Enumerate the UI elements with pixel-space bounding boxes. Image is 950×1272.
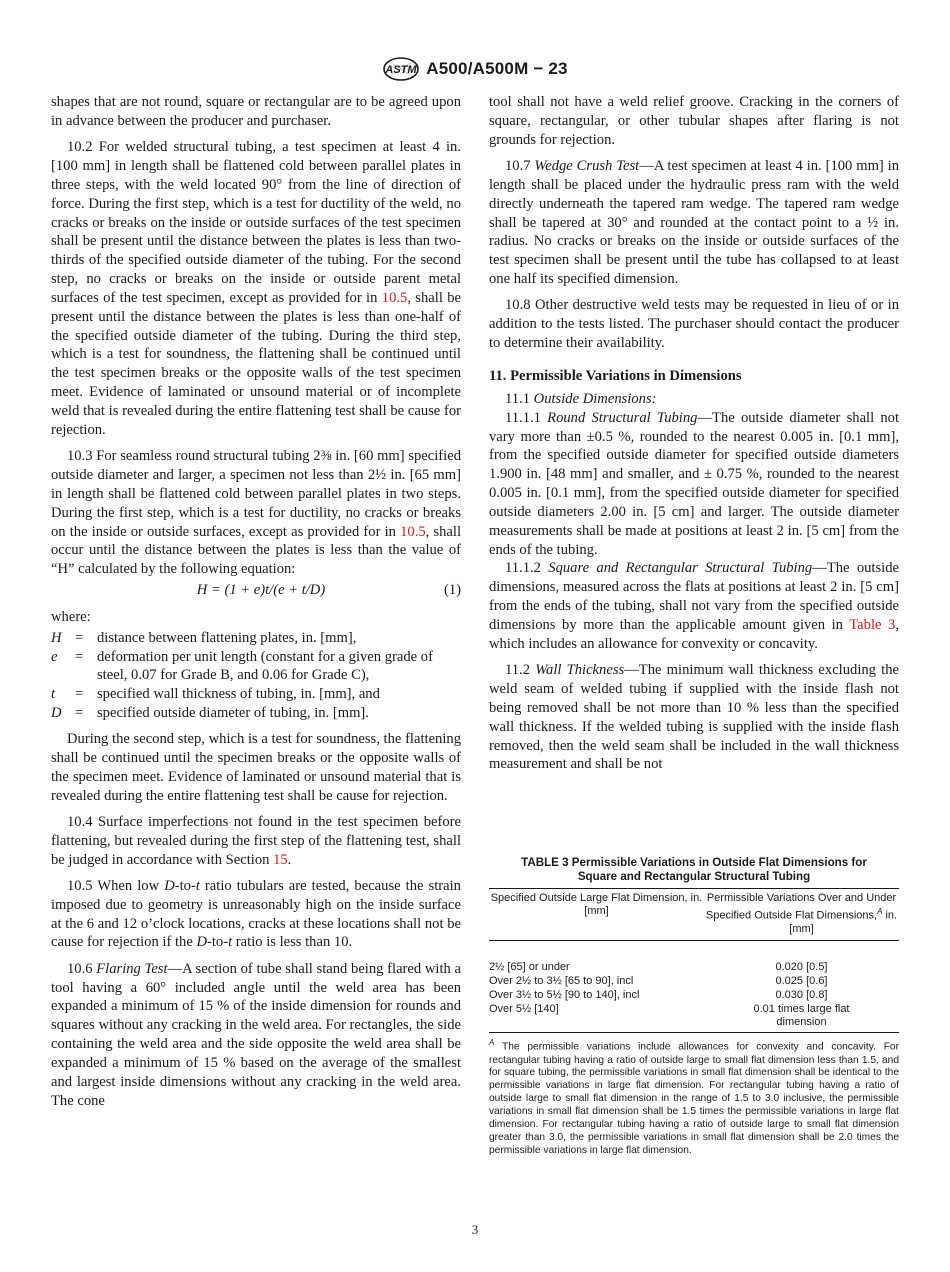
symbol-t: t (228, 934, 233, 951)
subheading-outside-dimensions: Outside Dimensions: (533, 390, 657, 407)
paragraph-continued: shapes that are not round, square or rectangular are to be agreed upon in advance between the producer and purchaser. (51, 94, 461, 129)
table-row (489, 1003, 899, 1031)
text: Permissible Variations Over and Under Specified Outside Flat Dimensions, (705, 892, 897, 922)
page-number: 3 (471, 1222, 479, 1237)
column-header-variation (704, 892, 899, 936)
where-list (51, 608, 461, 723)
text: , shall occur until the distance between the plates is less than the value of “H” calculated by the following equation: (51, 523, 461, 578)
symbol-t: t (195, 877, 200, 894)
cell-variation: 0.01 times large flat dimension (753, 1002, 850, 1029)
paragraph-11-1-2 (489, 559, 899, 653)
text: —A section of tube shall stand being flared with a tool having a 60° included angle until the weld area has been expanded a minimum of 15 % of the inside dimension for rounds and squares without any cracking in the weld area. For rectangles, the side containing the weld area and the side opposite the weld area shall be expanded a minimum of 15 % based on the average of the smallest and largest inside dimensions without any cracking in the weld area. The cone (51, 960, 462, 1109)
table-footnote (489, 1037, 899, 1158)
where-row (51, 685, 461, 704)
table-body (489, 941, 899, 1033)
document-designation: A500/A500M − 23 (426, 59, 568, 78)
link-table-3[interactable]: Table 3 (849, 616, 896, 633)
paragraph-10-6 (51, 960, 461, 1111)
paragraph-10-5 (51, 877, 461, 952)
cell-variation: 0.030 [0.8] (775, 988, 828, 1001)
cell-dimension: 2½ [65] or under (489, 961, 570, 974)
text: , shall be present until the distance between the plates is less than one-half of the specified outside diameter of the tubing. During the third step, which is a test for soundness, the flattening shall be continued until the test specimen breaks or the opposite walls of the test specimen meet. Evidence of laminated or unsound material or of incomplete weld that is revealed during the entire flattening test shall be cause for rejection. (51, 289, 461, 438)
where-row (51, 648, 461, 686)
where-row (51, 629, 461, 648)
subheading-square-rect-tubing: Square and Rectangular Structural Tubing (548, 560, 813, 577)
equation-1 (51, 581, 461, 600)
astm-logo-text: ASTM (385, 64, 417, 76)
paragraph-10-2 (51, 138, 461, 440)
where-symbol: H (51, 629, 62, 646)
where-symbol: D (51, 705, 62, 722)
paragraph-11-2 (489, 661, 899, 774)
table-caption-line: TABLE 3 Permissible Variations in Outside Flat Dimensions for (521, 856, 867, 869)
page-header (0, 56, 950, 82)
column-header-dimension: Specified Outside Large Flat Dimension, in. [mm] (490, 892, 703, 918)
text: 10.4 Surface imperfections not found in the test specimen before flattening, but revealed during the first step of the flattening test, shall be judged in accordance with Section (51, 813, 461, 868)
link-10-5[interactable]: 10.5 (381, 289, 408, 306)
where-definition: specified outside diameter of tubing, in. [mm]. (97, 705, 369, 722)
table-row (489, 961, 899, 975)
text: . (287, 851, 292, 868)
left-column (51, 93, 461, 1118)
cell-variation: 0.020 [0.5] (775, 961, 828, 974)
text: 10.6 (67, 960, 97, 977)
text: 10.7 (505, 158, 535, 175)
paragraph-10-4 (51, 813, 461, 870)
text: 11.1.1 (505, 409, 548, 426)
text: —The outside dimensions, measured across the flats at positions at least 2 in. [5 cm] from the ends of the tubing, shall not vary from the specified outside dimensions by more than the applicable amount given in (489, 560, 899, 633)
astm-logo-icon (382, 57, 420, 81)
text: —A test specimen at least 4 in. [100 mm] in length shall be placed under the hydraulic press ram with the weld directly underneath the tapered ram wedge. The tapered ram wedge shall be tapered at 30° and rounded at the contact point to a ½ in. radius. No cracks or breaks on the inside or outside surfaces of the test specimen shall be present until the tube has collapsed to at least one half its specified dimension. (489, 158, 900, 288)
subheading-flaring-test: Flaring Test (96, 960, 168, 977)
table-3 (489, 856, 899, 1158)
table-caption (489, 856, 899, 884)
equation-expression: H = (1 + e)t/(e + t/D) (196, 582, 326, 599)
cell-dimension: Over 3½ to 5½ [90 to 140], incl (489, 988, 640, 1001)
text: ratio tubulars are tested, because the strain imposed due to geometry is unreasonably high on the inside surface at the 6 and 12 o’clock locations, cracks at these locations shall not be cause for rejection if the (51, 877, 461, 951)
paragraph-second-step: During the second step, which is a test for soundness, the flattening shall be continued until the specimen breaks or the opposite walls of the specimen meet. Evidence of laminated or unsound material that is revealed during the entire flattening test shall be cause for rejection. (51, 731, 461, 804)
where-label: where: (51, 608, 91, 625)
right-column (489, 93, 899, 782)
table-header (489, 888, 899, 941)
text: —The minimum wall thickness excluding the weld seam of welded tubing if supplied with the inside flash not being removed shall be not more than 10 % less than the specified wall thickness. If the welded tubing is supplied with the inside flash removed, then the weld seam shall be included in the wall thickness measurement and shall be not (489, 662, 899, 773)
equation-number: (1) (443, 582, 461, 599)
cell-dimension: Over 2½ to 3½ [65 to 90], incl (489, 975, 634, 988)
cell-dimension: Over 5½ [140] (489, 1002, 559, 1015)
text: —The outside diameter shall not vary more than ±0.5 %, rounded to the nearest 0.005 in. [0.1 mm], from the specified outside diameter for specified outside diameters 1.900 in. [48 mm] and smaller, and ± 0.75 %, rounded to the nearest 0.005 in. [0.1 mm], from the specified outside diameter for specified outside diameters 2.00 in. [5 cm] and larger. The outside diameter measurements shall be made at positions at least 2 in. [5 cm] from the ends of the tubing. (489, 409, 900, 558)
link-section-15[interactable]: 15 (273, 851, 288, 868)
paragraph-10-8: 10.8 Other destructive weld tests may be requested in lieu of or in addition to the tests listed. The purchaser should contact the producer to determine their availability. (489, 297, 899, 352)
paragraph-11-1-1 (489, 409, 899, 560)
where-equals: = (75, 686, 84, 703)
text: 10.3 For seamless round structural tubing 2⅜ in. [60 mm] specified outside diameter and larger, a specimen not less than 2½ in. [65 mm] in length shall be flattened cold between parallel plates in two steps. During the first step, which is a test for ductility, no cracks or breaks on the inside or outside surfaces, except as provided for in (51, 448, 461, 540)
where-symbol: e (51, 648, 58, 665)
table-caption-line: Square and Rectangular Structural Tubing (577, 870, 811, 883)
where-definition: distance between flattening plates, in. [mm], (97, 629, 357, 646)
text: ratio is less than 10. (232, 934, 353, 951)
paragraph-continued: tool shall not have a weld relief groove. Cracking in the corners of square, rectangular, or other tubular shapes after flaring is not grounds for rejection. (489, 94, 899, 148)
paragraph-11-1 (489, 390, 899, 409)
where-row (51, 704, 461, 723)
link-10-5[interactable]: 10.5 (400, 523, 426, 540)
text: , which includes an allowance for convexity or concavity. (489, 616, 899, 652)
where-equals: = (75, 705, 84, 722)
text: -to- (207, 934, 229, 951)
where-definition: specified wall thickness of tubing, in. [mm], and (97, 686, 380, 703)
symbol-d: D (196, 934, 208, 951)
footnote-ref: A (877, 907, 883, 917)
subheading-round-tubing: Round Structural Tubing (547, 409, 698, 426)
text: -to- (174, 877, 196, 894)
text: The permissible variations include allowances for convexity and concavity. For rectangular tubing having a ratio of outside large to small flat dimension less than 1.5, and for square tubing, the permissible variations in small flat dimension shall be identical to the permissible variations in large flat dimension. For rectangular tubing having a ratio of outside large to small flat dimension in the range of 1.5 to 3.0 inclusive, the permissible variations in small flat dimension shall be 1.5 times the permissible variations in large flat dimension. For rectangular tubing having a ratio of outside large to small flat dimension greater than 3.0, the permissible variations in small flat dimension shall be 2.0 times the permissible variations in large flat dimension. (489, 1041, 899, 1156)
subheading-wall-thickness: Wall Thickness (535, 662, 625, 679)
table-row (489, 989, 899, 1003)
text: 10.5 When low (67, 877, 165, 894)
subheading-wedge-crush-test: Wedge Crush Test (534, 158, 640, 175)
section-heading-11: 11. Permissible Variations in Dimensions (489, 367, 742, 384)
where-equals: = (75, 648, 84, 665)
where-equals: = (75, 629, 84, 646)
paragraph-10-3 (51, 447, 461, 579)
where-symbol: t (51, 686, 56, 703)
text: 11.1 (505, 390, 534, 407)
where-definition: deformation per unit length (constant for a given grade of steel, 0.07 for Grade B, and 0.06 for Grade C), (97, 648, 433, 684)
table-row (489, 975, 899, 989)
symbol-d: D (164, 877, 175, 894)
paragraph-10-7 (489, 157, 899, 289)
text: in. [mm] (789, 909, 898, 936)
cell-variation: 0.025 [0.6] (775, 975, 828, 988)
text: 10.2 For welded structural tubing, a test specimen at least 4 in. [100 mm] in length shall be flattened cold between parallel plates in three steps, with the weld located 90° from the line of direction of force. During the first step, which is a test for ductility of the weld, no cracks or breaks on the inside or outside surfaces of the test specimen shall be present until the distance between the plates is less than two-thirds of the specified outside diameter of the tubing. For the second step, no cracks or breaks on the inside or outside parent metal surfaces of the test specimen, except as provided for in (51, 139, 461, 306)
footnote-mark: A (489, 1038, 495, 1048)
text: 11.2 (505, 662, 536, 679)
text: 11.1.2 (505, 560, 549, 577)
